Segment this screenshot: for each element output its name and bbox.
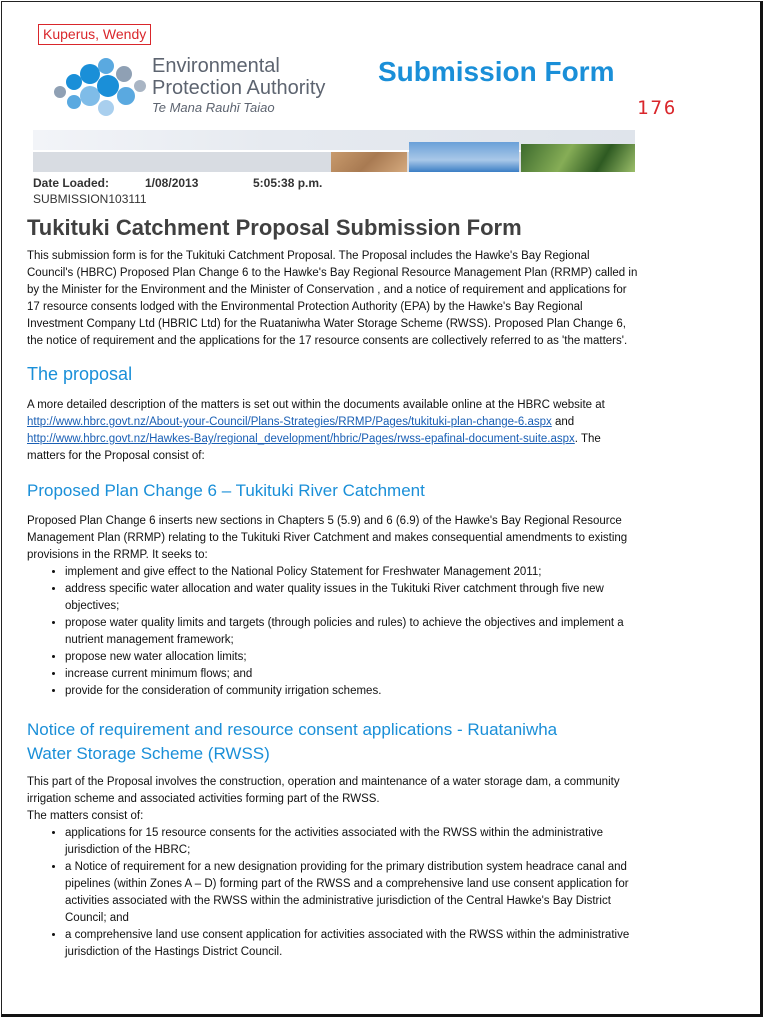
rwss-matters-intro: The matters consist of: — [27, 810, 144, 822]
reviewer-stamp: Kuperus, Wendy — [38, 24, 151, 45]
list-item: • increase current minimum flows; and — [65, 666, 639, 683]
list-item: • a comprehensive land use consent application for activities associated with the RWSS within the administrative jurisdiction of the Hastings District Council. — [65, 927, 639, 961]
proposal-heading: The proposal — [27, 364, 133, 384]
hbrc-rwss-link[interactable]: http://www.hbrc.govt.nz/Hawkes-Bay/regional_development/hbric/Pages/rwss-epafinal-document-suite.aspx — [27, 433, 575, 445]
list-item: • propose water quality limits and targets (through policies and rules) to achieve the objectives and implement a nutrient management framework; — [65, 615, 639, 649]
form-number: 176 — [637, 97, 678, 119]
list-item: • address specific water allocation and water quality issues in the Tukituki River catchment through five new objectives; — [65, 581, 639, 615]
rwss-bullet-list — [27, 825, 639, 961]
banner-sand-image — [331, 152, 407, 172]
pc6-paragraph: Proposed Plan Change 6 inserts new sections in Chapters 5 (5.9) and 6 (6.9) of the Hawke's Bay Regional Resource Management Plan (RRMP) relating to the Tukituki River Catchment and makes consequential amendments to existing provisions in the RRMP. It seeks to: — [27, 515, 628, 561]
epa-logo-icon — [48, 52, 152, 120]
time-value: 5:05:38 p.m. — [253, 176, 323, 190]
proposal-paragraph — [27, 397, 639, 465]
list-item: • provide for the consideration of community irrigation schemes. — [65, 683, 639, 700]
pc6-bullet-list — [27, 564, 639, 700]
document-title: Tukituki Catchment Proposal Submission Form — [27, 215, 522, 240]
logo-line-1: Environmental — [152, 55, 280, 77]
submission-meta — [33, 175, 322, 207]
logo-wordmark — [152, 55, 325, 117]
intro-paragraph: This submission form is for the Tukituki Catchment Proposal. The Proposal includes the Hawke's Bay Regional Council's (HBRC) Proposed Plan Change 6 to the Hawke's Bay Regional Resource Management Plan (RRMP) called in by the Minister for the Environment and the Minister of Conservation , and a notice of requirement and applications for 17 resource consents lodged with the Environmental Protection Authority (EPA) by the Hawke's Bay Regional Investment Company Ltd (HBRIC Ltd) for the Ruataniwha Water Storage Scheme (RWSS). Proposed Plan Change 6, the notice of requirement and the applications for the 17 resource consents are collectively referred to as 'the matters'. — [27, 250, 638, 347]
header-banner — [33, 130, 635, 172]
list-item: • propose new water allocation limits; — [65, 649, 639, 666]
hbrc-plan-change-link[interactable]: http://www.hbrc.govt.nz/About-your-Council/Plans-Strategies/RRMP/Pages/tukituki-plan-change-6.aspx — [27, 416, 552, 428]
list-item: • a Notice of requirement for a new designation providing for the primary distribution system headrace canal and pipelines (within Zones A – D) forming part of the RWSS and a comprehensive land use consent application for activities associated with the RWSS within the administrative jurisdiction of the Central Hawke's Bay District Council; and — [65, 859, 639, 927]
pc6-heading: Proposed Plan Change 6 – Tukituki River Catchment — [27, 481, 425, 500]
date-label: Date Loaded: — [33, 176, 110, 190]
logo-line-3: Te Mana Rauhī Taiao — [152, 100, 275, 115]
proposal-and: and — [554, 416, 575, 428]
list-item: • applications for 15 resource consents for the activities associated with the RWSS within the administrative jurisdiction of the HBRC; — [65, 825, 639, 859]
banner-sky-image — [409, 142, 519, 172]
rwss-heading-line-2: Water Storage Scheme (RWSS) — [27, 744, 270, 763]
list-item: • implement and give effect to the National Policy Statement for Freshwater Management 2011; — [65, 564, 639, 581]
proposal-text-after: . The matters for the Proposal consist of: — [27, 433, 601, 462]
rwss-heading-line-1: Notice of requirement and resource consent applications - Ruataniwha — [27, 720, 558, 739]
logo-line-2: Protection Authority — [152, 77, 326, 99]
proposal-text-before: A more detailed description of the matters is set out within the documents available online at the HBRC website at — [27, 399, 605, 411]
form-title: Submission Form — [378, 56, 615, 87]
rwss-heading — [27, 718, 639, 766]
submission-id: SUBMISSION103111 — [33, 192, 147, 206]
rwss-paragraph: This part of the Proposal involves the construction, operation and maintenance of a water storage dam, a community irrigation scheme and associated activities forming part of the RWSS. — [27, 776, 620, 805]
document-body — [27, 214, 639, 961]
date-value: 1/08/2013 — [145, 176, 199, 190]
banner-fern-image — [521, 144, 635, 172]
